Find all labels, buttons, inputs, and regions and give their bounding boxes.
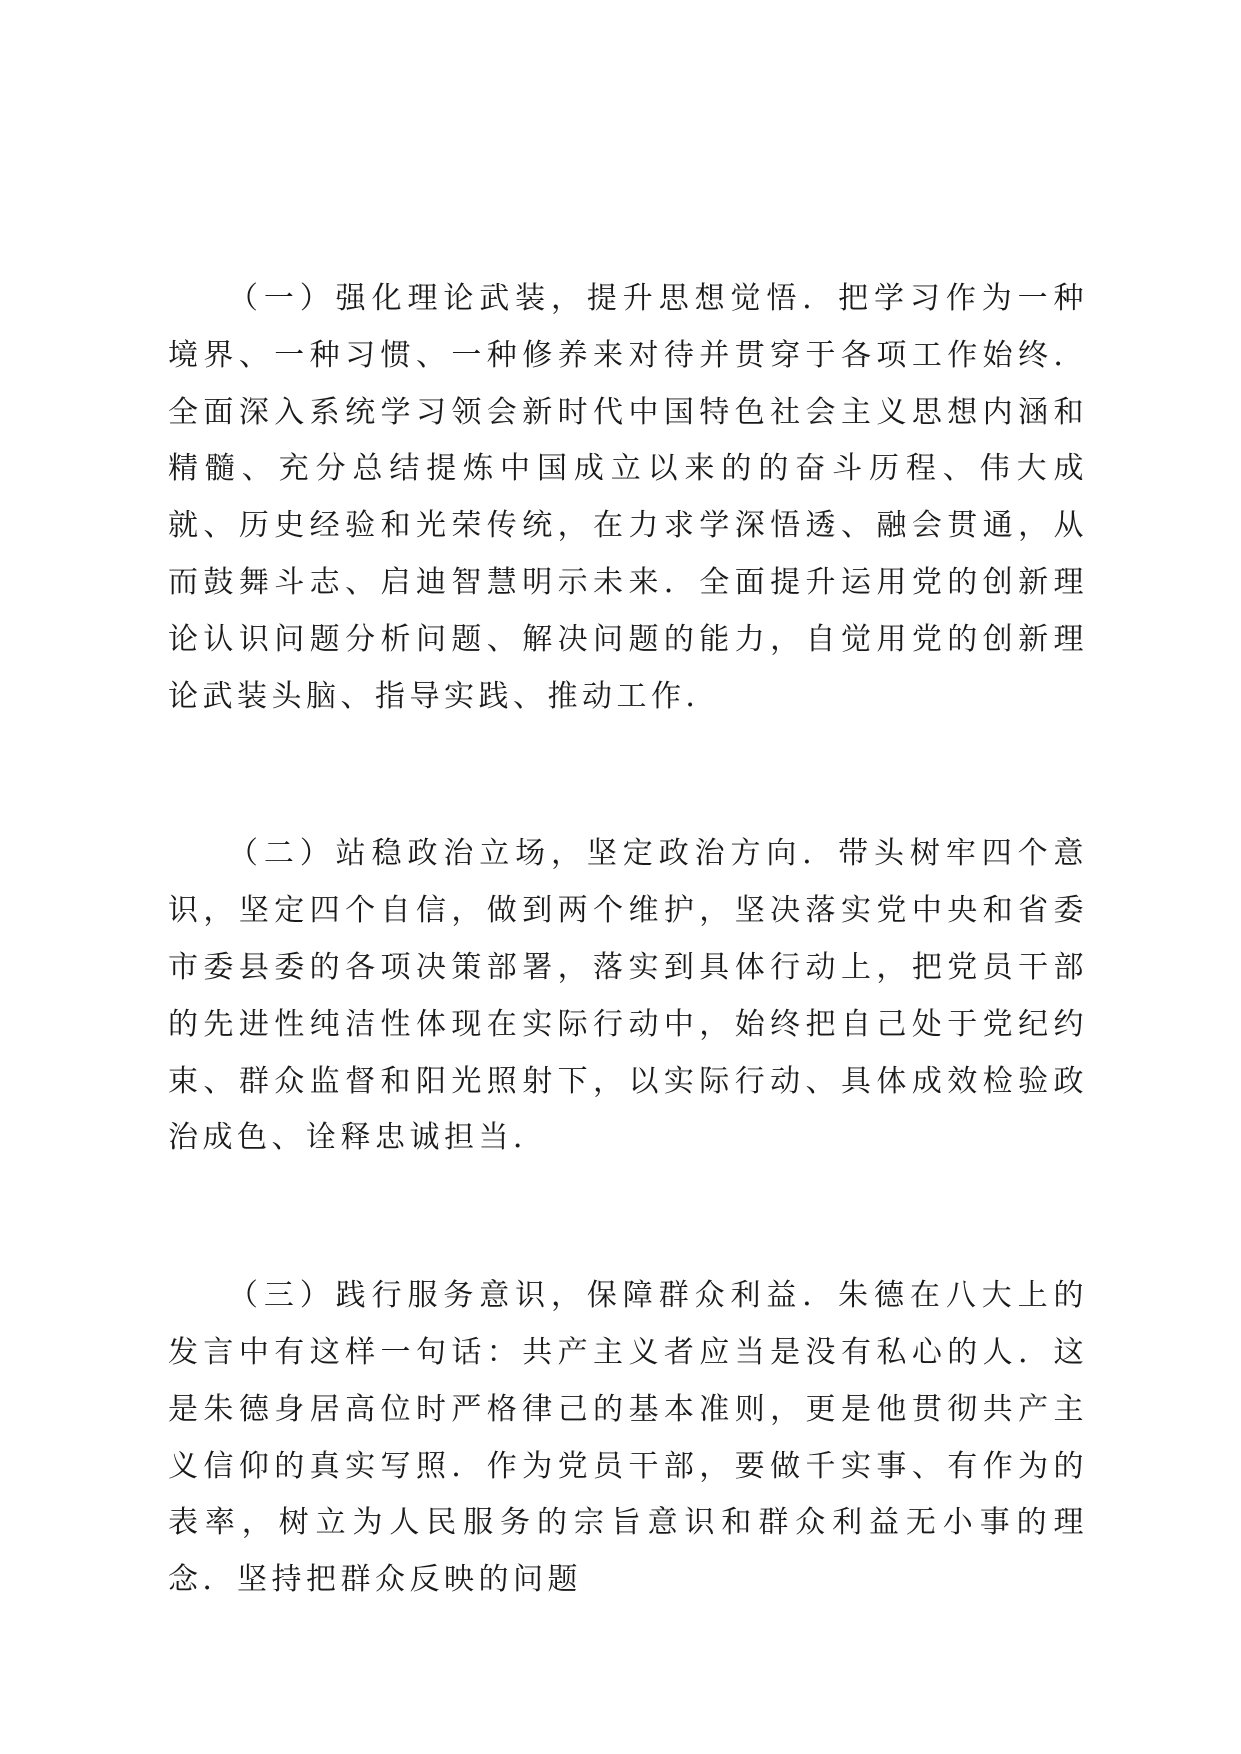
paragraph-theory-armament: （一）强化理论武装，提升思想觉悟．把学习作为一种境界、一种习惯、一种修养来对待并贯穿于各项工作始终．全面深入系统学习领会新时代中国特色社会主义思想内涵和精髓、充分总结提炼中国成立以来的的奋斗历程、伟大成就、历史经验和光荣传统，在力求学深悟透、融会贯通，从而鼓舞斗志、启迪智慧明示未来．全面提升运用党的创新理论认识问题分析问题、解决问题的能力，自觉用党的创新理论武装头脑、指导实践、推动工作．	[168, 281, 1088, 714]
paragraph-service-awareness: （三）践行服务意识，保障群众利益．朱德在八大上的发言中有这样一句话：共产主义者应当是没有私心的人．这是朱德身居高位时严格律己的基本准则，更是他贯彻共产主义信仰的真实写照．作为党员干部，要做千实事、有作为的表率，树立为人民服务的宗旨意识和群众利益无小事的理念．坚持把群众反映的问题	[168, 1278, 1088, 1598]
paragraph-political-stance: （二）站稳政治立场，坚定政治方向．带头树牢四个意识，坚定四个自信，做到两个维护，坚决落实党中央和省委市委县委的各项决策部署，落实到具体行动上，把党员干部的先进性纯洁性体现在实际行动中，始终把自己处于党纪约束、群众监督和阳光照射下，以实际行动、具体成效检验政治成色、诠释忠诚担当．	[168, 836, 1088, 1156]
document-body	[168, 271, 1088, 1609]
